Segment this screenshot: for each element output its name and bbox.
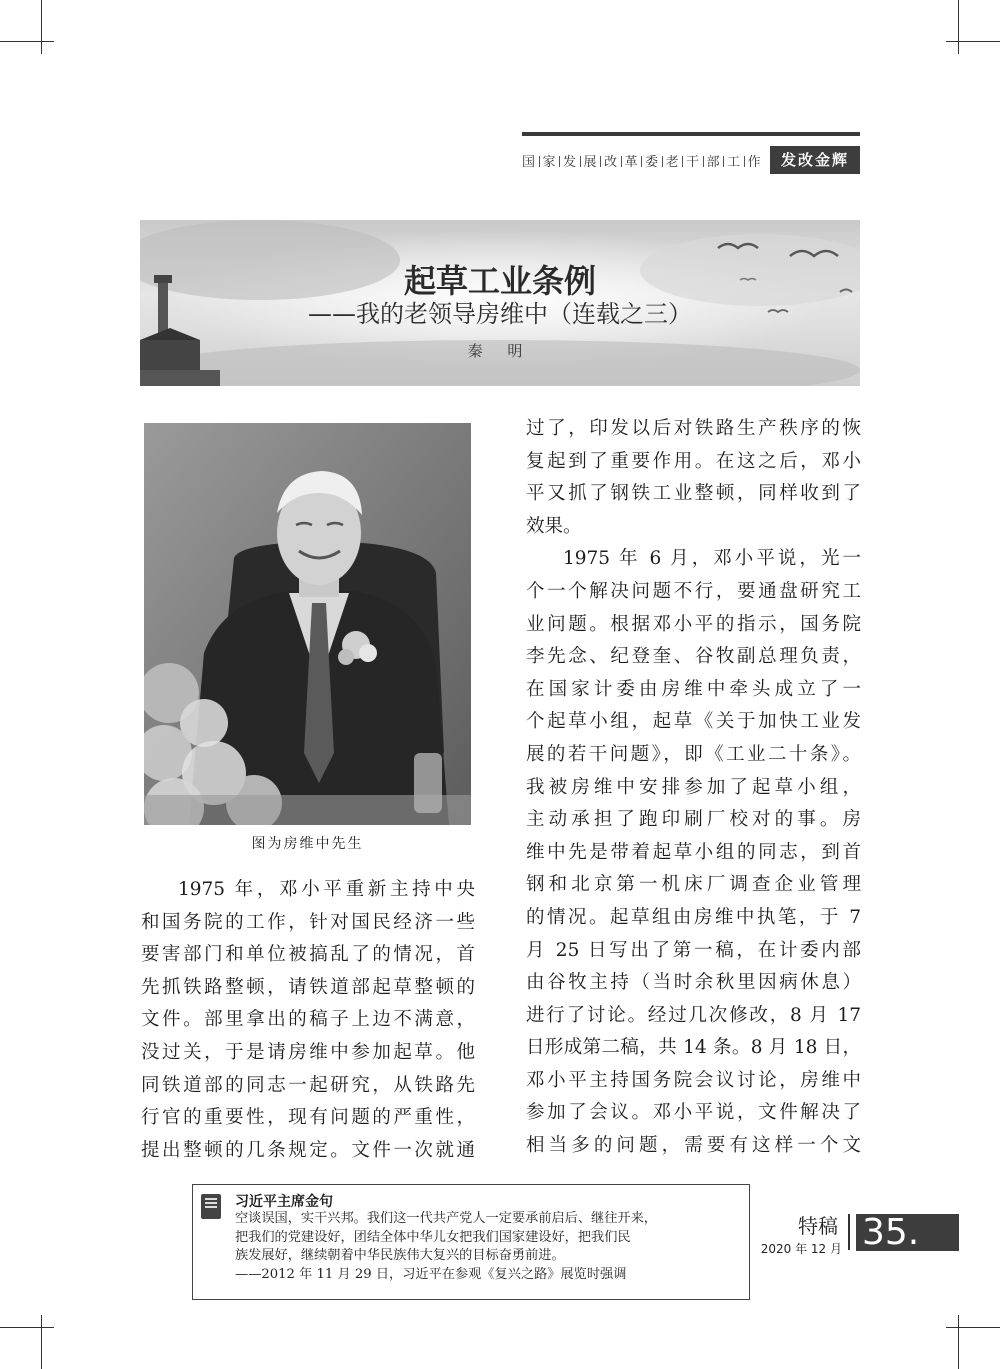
portrait-illustration xyxy=(144,423,471,825)
org-separator xyxy=(662,156,663,167)
text-line: 进行了讨论。经过几次修改，8 月 17 xyxy=(526,1004,861,1026)
quote-line: 把我们的党建设好，团结全体中华儿女把我们国家建设好，把我们民 xyxy=(235,1229,631,1245)
text-line: 参加了会议。邓小平说，文件解决了 xyxy=(526,1102,861,1124)
quote-text xyxy=(235,1210,739,1284)
quote-title: 习近平主席金句 xyxy=(235,1194,333,1210)
text-line: 和国务院的工作，针对国民经济一些 xyxy=(141,911,475,933)
text-line: 由谷牧主持（当时余秋里因病休息） xyxy=(526,972,861,994)
org-char: 家 xyxy=(542,155,557,170)
text-line: 行官的重要性，现有问题的严重性， xyxy=(141,1107,475,1129)
text-line: 平又抓了钢铁工业整顿，同样收到了 xyxy=(526,483,861,505)
org-separator xyxy=(621,156,622,167)
text-line: 1975 年 6 月，邓小平说，光一 xyxy=(563,548,861,570)
crop-mark xyxy=(946,41,1000,42)
text-line: 日形成第二稿，共 14 条。8 月 18 日， xyxy=(526,1037,861,1059)
text-line: 个一个解决问题不行，要通盘研究工 xyxy=(526,580,861,602)
org-char: 作 xyxy=(747,155,762,170)
org-char: 工 xyxy=(727,155,741,170)
footer-divider xyxy=(848,1214,850,1250)
org-separator xyxy=(703,156,704,167)
issue-date: 2020 年 12 月 xyxy=(760,1242,842,1256)
org-separator xyxy=(600,156,601,167)
text-line: 在国家计委由房维中牵头成立了一 xyxy=(526,678,861,700)
text-line: 相当多的问题，需要有这样一个文 xyxy=(526,1135,861,1157)
text-line: 月 25 日写出了第一稿，在计委内部 xyxy=(526,939,861,961)
text-line: 维中先是带着起草小组的同志，到首 xyxy=(526,841,861,863)
org-separator xyxy=(641,156,642,167)
text-line: 展的若干问题》，即《工业二十条》。 xyxy=(526,743,861,765)
text-line: 文件。部里拿出的稿子上边不满意， xyxy=(141,1009,475,1031)
org-separator xyxy=(723,156,724,167)
text-line: 复起到了重要作用。在这之后，邓小 xyxy=(526,450,861,472)
crop-mark xyxy=(0,1327,54,1328)
text-line: 提出整顿的几条规定。文件一次就通 xyxy=(141,1139,475,1161)
org-separator xyxy=(682,156,683,167)
org-char: 委 xyxy=(645,155,659,170)
text-line: 邓小平主持国务院会议讨论，房维中 xyxy=(526,1069,861,1091)
section-label: 特稿 xyxy=(798,1214,838,1238)
article-author: 秦 明 xyxy=(467,342,533,360)
org-char: 展 xyxy=(583,155,598,170)
crop-mark xyxy=(946,1327,1000,1328)
quote-line: 空谈误国，实干兴邦。我们这一代共产党人一定要承前启后、继往开来， xyxy=(235,1211,657,1226)
org-char: 发 xyxy=(563,155,577,170)
text-line: 我被房维中安排参加了起草小组， xyxy=(526,776,861,798)
quote-box xyxy=(192,1184,750,1300)
publication-badge: 发改金辉 xyxy=(770,146,860,174)
quote-line: 族发展好，继续朝着中华民族伟大复兴的目标奋勇前进。 xyxy=(235,1248,565,1263)
header-org-name xyxy=(522,151,761,170)
crop-mark xyxy=(958,1315,959,1369)
text-line: 没过关，于是请房维中参加起草。他 xyxy=(141,1041,475,1063)
org-separator xyxy=(744,156,745,167)
crop-mark xyxy=(41,0,42,54)
crop-mark xyxy=(958,0,959,54)
org-char: 革 xyxy=(624,155,639,170)
crop-mark xyxy=(0,41,54,42)
photo-caption: 图为房维中先生 xyxy=(251,836,364,852)
org-char: 老 xyxy=(665,155,680,170)
org-char: 干 xyxy=(686,155,700,170)
book-icon xyxy=(201,1194,221,1219)
text-line: 要害部门和单位被搞乱了的情况，首 xyxy=(141,944,475,966)
portrait-photo xyxy=(144,423,471,825)
right-column xyxy=(526,413,861,1163)
text-line: 钢和北京第一机床厂调查企业管理 xyxy=(526,874,861,896)
quote-line: ——2012 年 11 月 29 日，习近平在参观《复兴之路》展览时强调 xyxy=(235,1266,627,1282)
org-separator xyxy=(559,156,560,167)
text-line: 业问题。根据邓小平的指示，国务院 xyxy=(526,613,861,635)
text-line: 的情况。起草组由房维中执笔，于 7 xyxy=(526,906,861,928)
text-line: 1975 年，邓小平重新主持中央 xyxy=(178,879,475,900)
text-line: 效果。 xyxy=(526,515,582,537)
page-number: 35. xyxy=(856,1214,959,1251)
text-line: 主动承担了跑印刷厂校对的事。房 xyxy=(526,809,861,831)
text-line: 过了，印发以后对铁路生产秩序的恢 xyxy=(526,418,861,439)
org-char: 部 xyxy=(706,155,721,170)
crop-mark xyxy=(41,1315,42,1369)
header-rule xyxy=(522,132,860,136)
article-title: 起草工业条例 xyxy=(403,262,596,300)
text-line: 李先念、纪登奎、谷牧副总理负责， xyxy=(526,646,861,668)
left-column xyxy=(141,874,475,1167)
org-separator xyxy=(580,156,581,167)
article-subtitle: ——我的老领导房维中（连载之三） xyxy=(308,300,692,328)
org-char: 改 xyxy=(604,155,618,170)
text-line: 同铁道部的同志一起研究，从铁路先 xyxy=(141,1074,475,1096)
org-separator xyxy=(539,156,540,167)
org-char: 国 xyxy=(522,155,536,170)
text-line: 个起草小组，起草《关于加快工业发 xyxy=(526,711,861,733)
text-line: 先抓铁路整顿，请铁道部起草整顿的 xyxy=(141,976,475,998)
